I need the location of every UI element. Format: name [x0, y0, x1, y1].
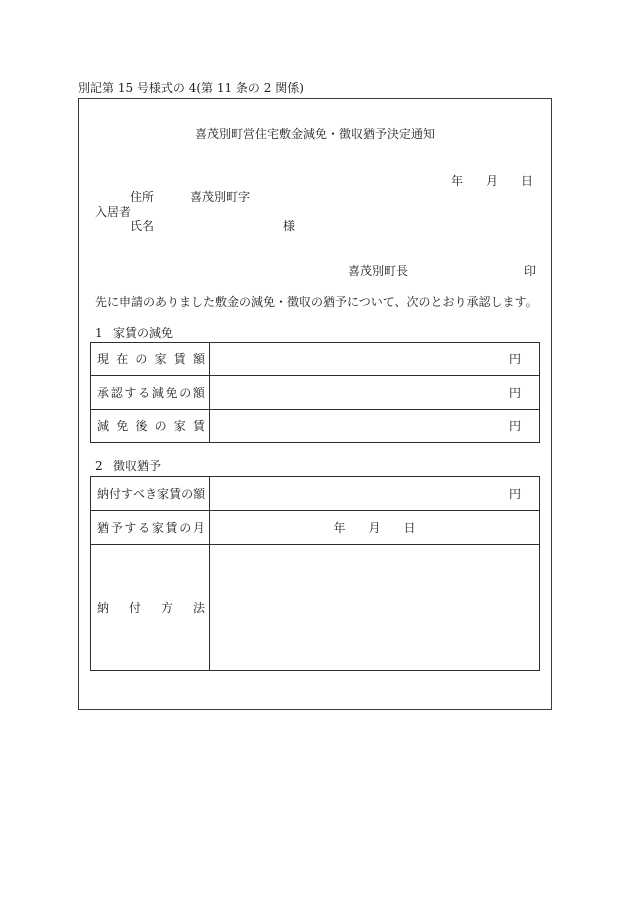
label-character: の	[135, 352, 148, 366]
row-label-cell	[91, 477, 210, 511]
label-character: 予	[110, 520, 123, 535]
label-character: 在	[116, 352, 129, 366]
approved-reduction-unit: 円	[508, 385, 521, 400]
table-row	[91, 545, 540, 671]
name-label: 氏名	[130, 219, 155, 233]
row-value-cell	[210, 343, 540, 376]
deferred-date-month-unit: 月	[368, 520, 381, 535]
label-character: る	[138, 520, 151, 535]
label-character: 現	[97, 352, 110, 366]
label-character: 家	[173, 419, 186, 433]
payment-method-value-cell	[210, 545, 540, 671]
approved-reduction-label	[91, 386, 209, 400]
label-character: す	[124, 520, 137, 535]
label-character: 認	[110, 385, 123, 400]
label-character: 額	[192, 385, 205, 400]
issue-date-year-unit: 年	[451, 174, 464, 188]
section-title: 家賃の減免	[113, 326, 174, 340]
label-character: 額	[193, 486, 206, 501]
address-value: 喜茂別町字	[190, 190, 251, 204]
label-character: 減	[97, 419, 110, 433]
form-reference: 別記第 15 号様式の 4(第 11 条の 2 関係)	[78, 81, 304, 95]
current-rent-unit: 円	[508, 352, 521, 366]
collection-deferral-table	[90, 476, 540, 671]
label-character: 猶	[97, 520, 110, 535]
row-value-cell	[210, 376, 540, 410]
label-character: す	[121, 486, 134, 501]
label-character: 法	[192, 600, 205, 615]
reduced-rent-unit: 円	[508, 419, 521, 433]
deferred-month-date	[210, 521, 539, 535]
row-label-cell	[91, 343, 210, 376]
deferred-month-label	[91, 521, 209, 535]
label-character: 承	[97, 385, 110, 400]
row-label-cell	[91, 410, 210, 443]
table-row	[91, 477, 540, 511]
label-character: 後	[135, 419, 148, 433]
reduced-rent-label	[91, 419, 209, 433]
label-character: る	[138, 385, 151, 400]
label-character: 賃	[169, 486, 182, 501]
issuer-name: 喜茂別町長	[348, 264, 409, 278]
seal-mark: 印	[524, 264, 537, 278]
row-value-cell	[210, 477, 540, 511]
recipient-label: 入居者	[95, 205, 132, 219]
rent-reduction-table	[90, 342, 540, 443]
payment-method-label	[91, 601, 209, 615]
label-character: 納	[97, 600, 110, 615]
label-character: 付	[128, 600, 141, 615]
label-character: き	[145, 486, 158, 501]
label-character: 月	[192, 520, 205, 535]
section-title: 徴収猶予	[113, 459, 162, 473]
section-number: 2	[95, 459, 103, 473]
current-rent-label	[91, 352, 209, 366]
deferred-date-day-unit: 日	[403, 520, 416, 535]
row-label-cell	[91, 511, 210, 545]
row-value-cell	[210, 410, 540, 443]
label-character: の	[154, 419, 167, 433]
label-character: の	[181, 486, 194, 501]
rent-payable-label	[91, 487, 209, 501]
row-label-cell	[91, 376, 210, 410]
label-character: 家	[157, 486, 170, 501]
label-character: べ	[133, 486, 146, 501]
section-number: 1	[95, 326, 103, 340]
label-character: 賃	[165, 520, 178, 535]
label-character: 納	[97, 486, 110, 501]
row-label-cell	[91, 545, 210, 671]
table-row	[91, 376, 540, 410]
label-character: す	[124, 385, 137, 400]
deferred-date-year-unit: 年	[333, 520, 346, 535]
notice-title: 喜茂別町営住宅敷金減免・徴収猶予決定通知	[194, 127, 435, 141]
issue-date-month-unit: 月	[486, 174, 499, 188]
honorific: 様	[283, 219, 296, 233]
rent-payable-unit: 円	[508, 486, 521, 501]
table-row	[91, 343, 540, 376]
row-value-cell	[210, 511, 540, 545]
label-character: 家	[151, 520, 164, 535]
issue-date-day-unit: 日	[521, 174, 534, 188]
label-character: 減	[151, 385, 164, 400]
table-row	[91, 410, 540, 443]
label-character: の	[179, 385, 192, 400]
address-label: 住所	[130, 190, 155, 204]
label-character: 免	[165, 385, 178, 400]
label-character: の	[179, 520, 192, 535]
label-character: 家	[154, 352, 167, 366]
label-character: 賃	[173, 352, 186, 366]
approval-statement: 先に申請のありました敷金の減免・徴収の猶予について、次のとおり承認します。	[95, 295, 538, 309]
label-character: 賃	[192, 419, 205, 433]
notice-frame	[78, 98, 552, 710]
label-character: 方	[160, 600, 173, 615]
label-character: 免	[116, 419, 129, 433]
table-row	[91, 511, 540, 545]
label-character: 額	[192, 352, 205, 366]
label-character: 付	[109, 486, 122, 501]
